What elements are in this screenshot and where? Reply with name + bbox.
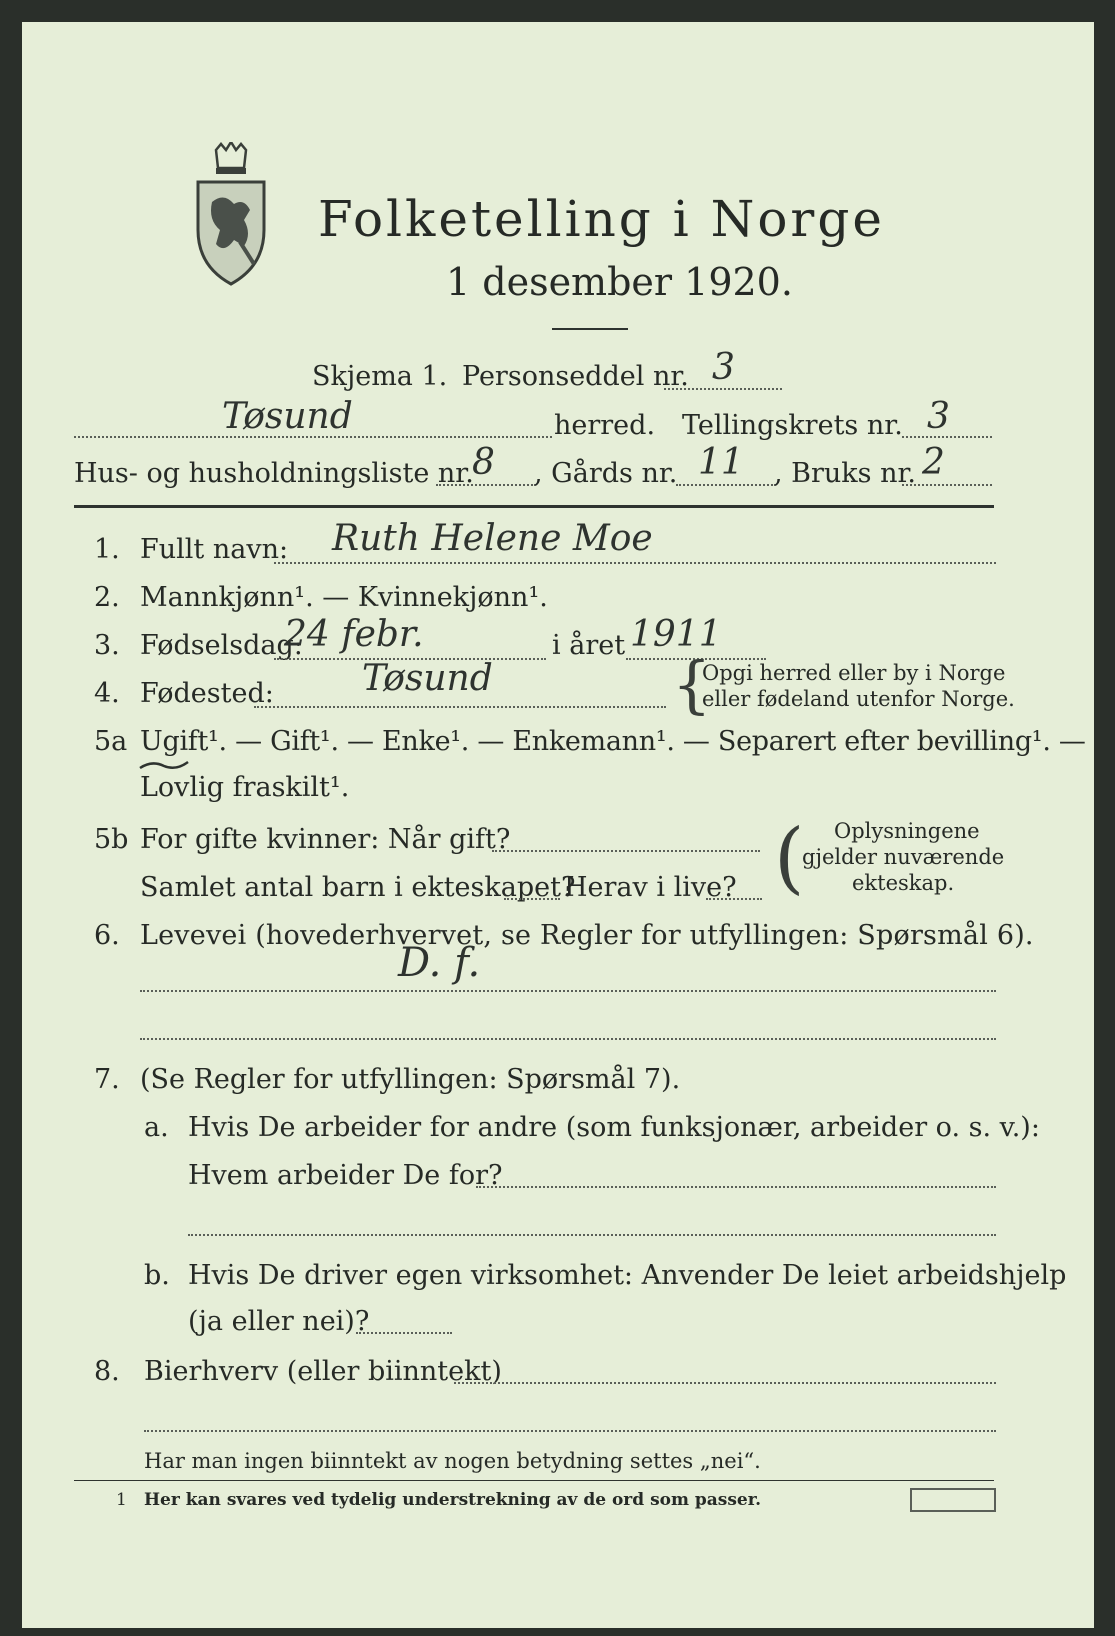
q5b-number: 5b — [94, 824, 129, 855]
personseddel-label: Personseddel nr. — [462, 361, 689, 392]
census-date: 1 desember 1920. — [446, 260, 793, 304]
q6-line2 — [140, 1038, 996, 1040]
q5b-note-line2: gjelder nuværende — [802, 845, 1005, 869]
q7a-label: Hvis De arbeider for andre (som funksjonær, arbeider o. s. v.): — [188, 1112, 1040, 1143]
footnote-rule — [74, 1480, 994, 1481]
q3-number: 3. — [94, 630, 120, 661]
q5a-label-line2: Lovlig fraskilt¹. — [140, 772, 350, 803]
q8-label: Bierhverv (eller biinntekt) — [144, 1356, 502, 1387]
q5b-label-line3: Herav i live? — [564, 872, 737, 903]
q5b-label-line2: Samlet antal barn i ekteskapet? — [140, 872, 576, 903]
q8-line2 — [144, 1430, 996, 1432]
q2-label: Mannkjønn¹. — Kvinnekjønn¹. — [140, 582, 548, 613]
bruks-line — [902, 484, 992, 486]
q4-note-line2: eller fødeland utenfor Norge. — [702, 687, 1015, 711]
page-title: Folketelling i Norge — [318, 190, 885, 248]
q7b-label-line2: (ja eller nei)? — [188, 1306, 370, 1337]
q4-brace: { — [672, 648, 712, 721]
census-form — [22, 22, 1094, 1628]
q3-year-value: 1911 — [630, 614, 722, 655]
coat-of-arms-icon — [194, 142, 268, 287]
q7b-label: Hvis De driver egen virksomhet: Anvender De leiet arbeidshjelp — [188, 1260, 1067, 1291]
q5b-note-line1: Oplysningene — [834, 819, 980, 843]
q3-label: Fødselsdag: — [140, 630, 303, 661]
bruks-value: 2 — [922, 442, 945, 483]
q7a-line1 — [476, 1186, 996, 1188]
footnote-text: Her kan svares ved tydelig understrekning av de ord som passer. — [144, 1490, 762, 1510]
gards-label: , Gårds nr. — [534, 458, 678, 489]
q1-number: 1. — [94, 534, 120, 565]
q3-value: 24 febr. — [284, 614, 424, 655]
herred-value: Tøsund — [222, 396, 353, 437]
q1-value: Ruth Helene Moe — [332, 518, 653, 559]
q1-label: Fullt navn: — [140, 534, 289, 565]
q5b-label: For gifte kvinner: Når gift? — [140, 824, 511, 855]
q5a-number: 5a — [94, 726, 128, 757]
ugift-underline-mark — [138, 758, 190, 772]
skjema-label: Skjema 1. — [312, 361, 448, 392]
footnote-mark: 1 — [116, 1490, 127, 1510]
q4-label: Fødested: — [140, 678, 274, 709]
q8-line1 — [454, 1382, 996, 1384]
herred-label: herred. — [554, 410, 656, 441]
q7b-number: b. — [144, 1260, 170, 1291]
q7-label: (Se Regler for utfyllingen: Spørsmål 7). — [140, 1064, 681, 1095]
q4-value: Tøsund — [362, 658, 493, 699]
personseddel-value: 3 — [712, 347, 735, 388]
q6-number: 6. — [94, 920, 120, 951]
gards-line — [676, 484, 776, 486]
q5a-label: Ugift¹. — Gift¹. — Enke¹. — Enkemann¹. — Separert efter bevilling¹. — — [140, 726, 1086, 757]
q6-label: Levevei (hovederhvervet, se Regler for utfyllingen: Spørsmål 6). — [140, 920, 1034, 951]
q4-line — [254, 706, 666, 708]
q8-number: 8. — [94, 1356, 120, 1387]
q4-note-line1: Opgi herred eller by i Norge — [702, 661, 1006, 685]
q7a-line2 — [188, 1234, 996, 1236]
title-divider — [552, 328, 628, 330]
hus-value: 8 — [472, 442, 495, 483]
q4-number: 4. — [94, 678, 120, 709]
tellingskrets-label: Tellingskrets nr. — [682, 410, 903, 441]
q2-number: 2. — [94, 582, 120, 613]
hus-label: Hus- og husholdningsliste nr. — [74, 458, 474, 489]
q7-number: 7. — [94, 1064, 120, 1095]
q5b-live-line — [706, 898, 762, 900]
q1-line — [274, 562, 996, 564]
personseddel-line — [664, 388, 782, 390]
q6-line1 — [140, 990, 996, 992]
header-rule — [74, 505, 994, 508]
gards-value: 11 — [698, 442, 744, 483]
tellingskrets-value: 3 — [927, 396, 950, 437]
q7b-line — [356, 1332, 452, 1334]
hus-line — [436, 484, 536, 486]
q7a-label-line2: Hvem arbeider De for? — [188, 1160, 503, 1191]
q7a-number: a. — [144, 1112, 169, 1143]
q5b-barn-line — [504, 898, 560, 900]
q5b-brace: ( — [774, 813, 805, 903]
bierhverv-note: Har man ingen biinntekt av nogen betydning settes „nei“. — [144, 1449, 761, 1473]
q5b-note-line3: ekteskap. — [852, 871, 955, 895]
printer-stamp — [910, 1488, 996, 1512]
q6-value: D. f. — [398, 940, 481, 986]
q3-year-label: i året — [552, 630, 626, 661]
bruks-label: , Bruks nr. — [774, 458, 917, 489]
q5b-gift-line — [492, 850, 760, 852]
